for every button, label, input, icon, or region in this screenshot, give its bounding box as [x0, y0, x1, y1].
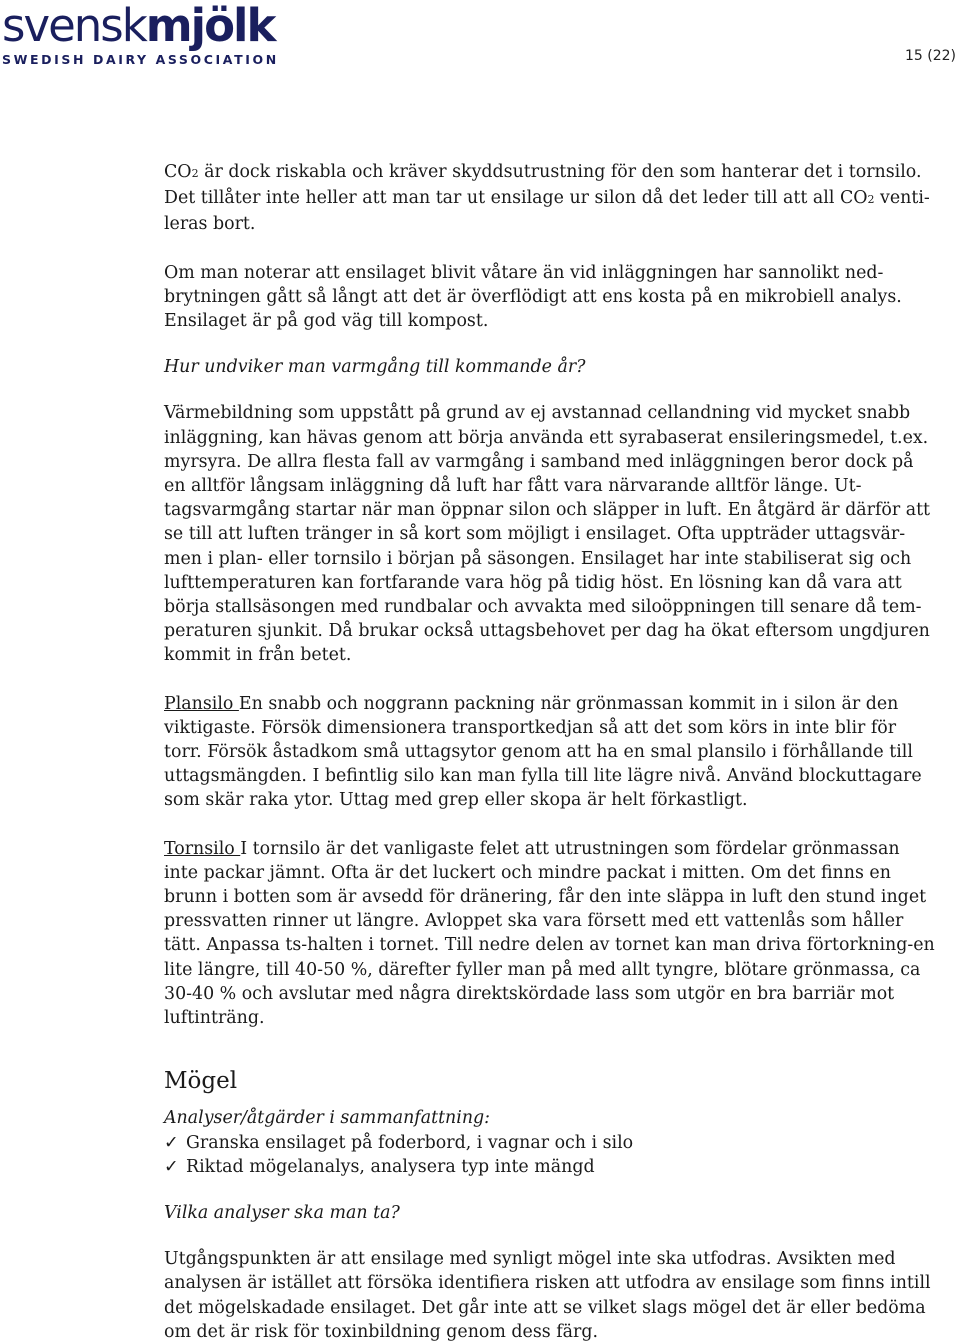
checkmark-icon: ✓: [164, 1132, 179, 1153]
logo-wordmark: svenskmjölk: [2, 0, 275, 52]
summary-label: Analyser/åtgärder i sammanfattning:: [164, 1108, 491, 1129]
checkmark-icon: ✓: [164, 1156, 179, 1177]
paragraph-analyses: Utgångspunkten är att ensilage med synligt mögel inte ska utfodras. Avsikten med analysen är istället att försöka identifiera risken att utfodra av ensilage som finns intill det mögelskadade ensilaget. Det går inte att se vilket slags mögel det är eller bedöma om det är risk för toxinbildning genom dess färg.: [164, 1249, 931, 1342]
logo-subtitle: SWEDISH DAIRY ASSOCIATION: [2, 52, 279, 67]
svensk-mjolk-logo: [2, 0, 279, 67]
tornsilo-label: Tornsilo: [164, 838, 241, 859]
plansilo-label: Plansilo: [164, 693, 239, 714]
paragraph-tornsilo: Tornsilo I tornsilo är det vanligaste felet att utrustningen som fördelar grönmassan inte packar jämnt. Ofta är det luckert och mindre packat i mitten. Om det finns en brunn i botten som är avsedd för dränering, får den inte släppa in luft den stund inget pressvatten rinner ut längre. Avloppet ska vara försett med ett vattenlås som håller tätt. Anpassa ts-halten i tornet. Till nedre delen av tornet kan man driva förtorkning-en lite längre, till 40-50 %, därefter fyller man på med allt tyngre, blötare grönmassa, ca 30-40 % och avslutar med några direktskördade lass som utgör en bra barriär mot luftinträng.: [164, 838, 935, 1029]
question-heading-analyses: Vilka analyser ska man ta?: [164, 1202, 400, 1223]
paragraph-decomposition: Om man noterar att ensilaget blivit våtare än vid inläggningen har sannolikt ned-brytningen gått så långt att det är överflödigt att ens kosta på en mikrobiell analys. Ensilaget är på god väg till kompost.: [164, 262, 902, 332]
check-item: ✓ Riktad mögelanalys, analysera typ inte mängd: [164, 1155, 939, 1179]
page-number: 15 (22): [904, 48, 956, 64]
paragraph-co2: CO2 är dock riskabla och kräver skyddsutrustning för den som hanterar det i tornsilo. Det tillåter inte heller att man tar ut ensilage ur silon då det leder till att all CO2 venti-leras bort.: [164, 162, 930, 235]
section-heading-mogel: Mögel: [164, 1068, 238, 1095]
paragraph-plansilo: Plansilo En snabb och noggrann packning när grönmassan kommit in i silon är den viktigaste. Försök dimensionera transportkedjan så att det som körs in inte blir för torr. Försök åstadkom små uttagsytor genom att ha en smal plansilo i förhållande till uttagsmängden. I befintlig silo kan man fylla till lite lägre nivå. Använd blockuttagare som skär raka ytor. Uttag med grep eller skopa är helt förkastligt.: [164, 693, 922, 811]
check-item: ✓ Granska ensilaget på foderbord, i vagnar och i silo: [164, 1131, 939, 1155]
paragraph-heating: Värmebildning som uppstått på grund av ej avstannad cellandning vid mycket snabb inläggning, kan hävas genom att börja använda ett syrabaserat ensileringsmedel, t.ex. myrsyra. De allra flesta fall av varmgång i samband med inläggningen beror dock på en alltför långsam inläggning då luft har fått vara närvarande alltför länge. Ut-tagsvarmgång startar när man öppnar silon och släpper in luft. En åtgärd är därför att se till att luften tränger in så kort som möjligt i ensilaget. Ofta uppträder uttagsvär-men i plan- eller tornsilo i början på säsongen. Ensilaget har inte stabiliserat sig och lufttemperaturen kan fortfarande vara hög på tidig höst. En lösning kan då vara att börja stallsäsongen med rundbalar och avvakta med siloöppningen till senare då tem-peraturen sjunkit. Då brukar också uttagsbehovet per dag ha ökat eftersom ungdjuren kommit in från betet.: [164, 403, 931, 666]
document-body: [164, 160, 939, 1344]
question-heading-heating: Hur undviker man varmgång till kommande år?: [164, 357, 586, 378]
